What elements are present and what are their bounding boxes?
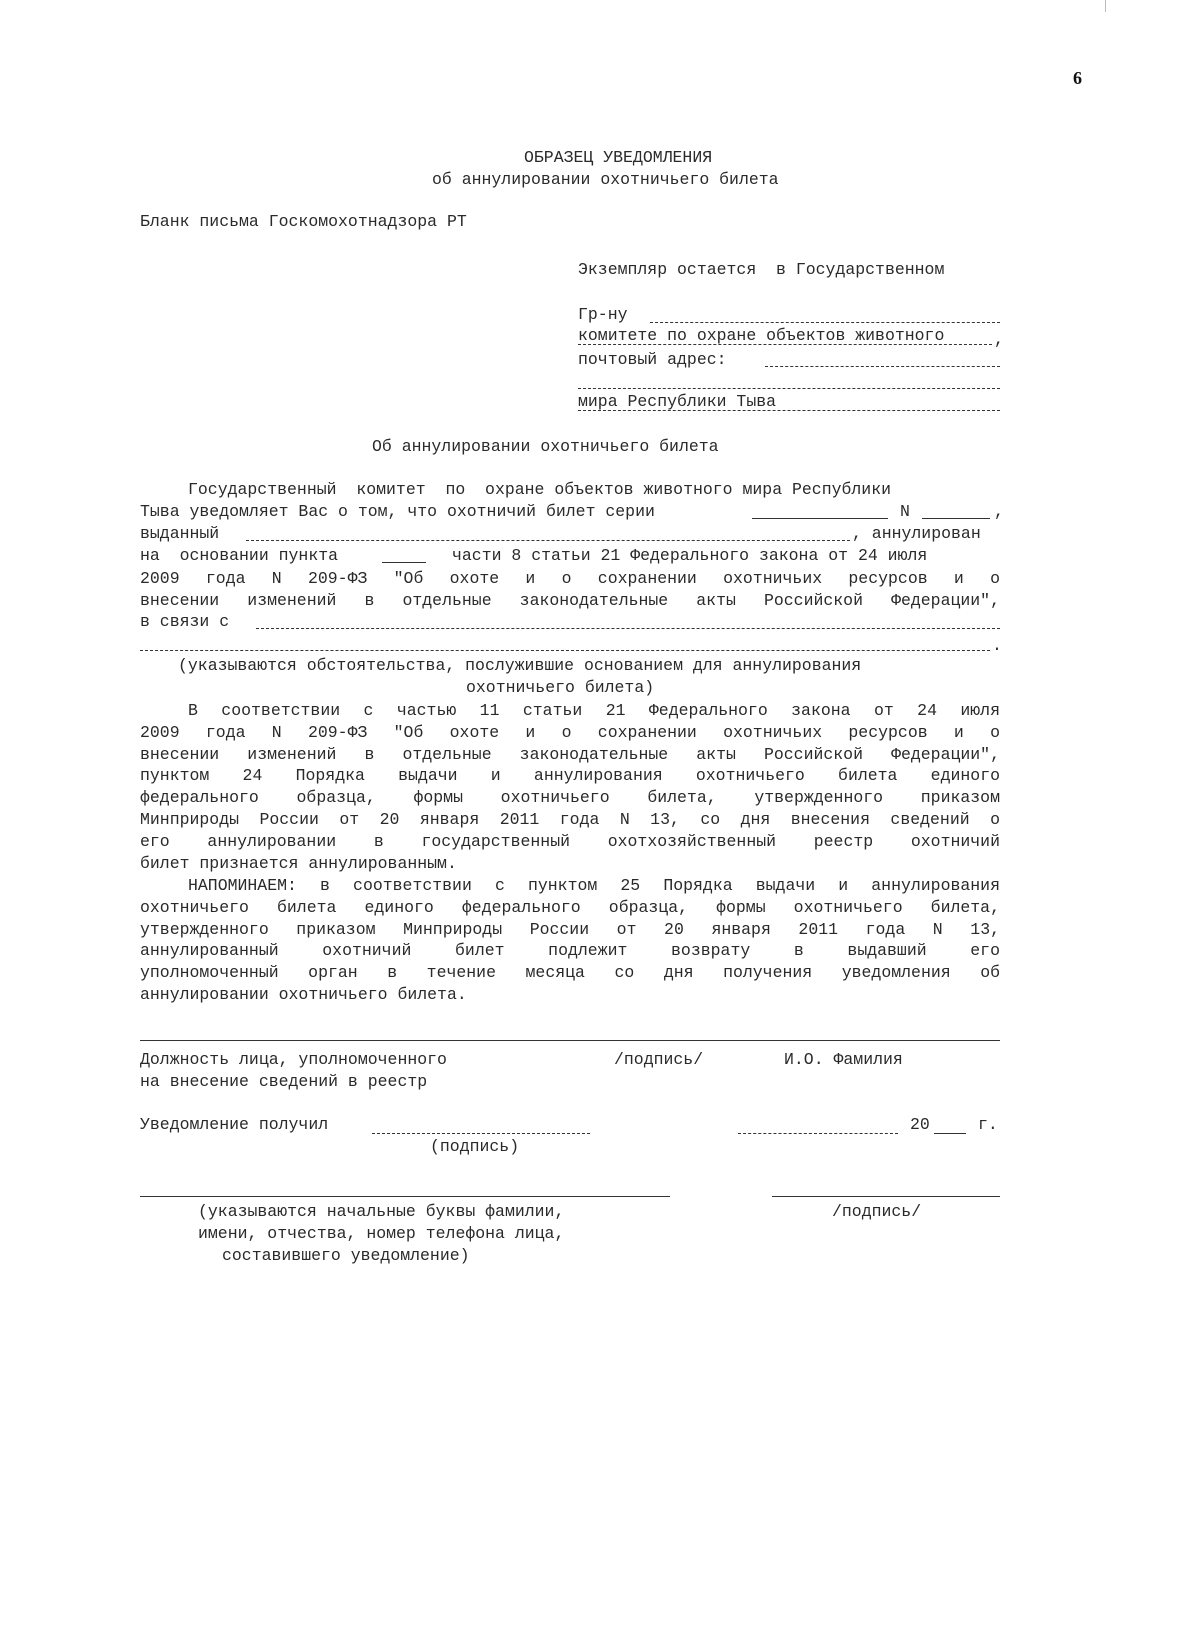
issued-by-blank [246, 540, 850, 541]
para3-line: охотничьего билета единого федерального образца, формы охотничьего билета, [140, 897, 1000, 917]
copy-note-line: Экземпляр остается в Государственном [578, 260, 945, 279]
para3-line: утвержденного приказом Минприроды России от 20 января 2011 года N 13, [140, 919, 1000, 939]
issued-label: выданный [140, 524, 220, 543]
year-blank [934, 1133, 966, 1134]
series-blank [752, 518, 888, 519]
year-prefix: 20 [910, 1115, 930, 1134]
number-label: N [900, 502, 910, 521]
paragraph-2 [140, 700, 1000, 874]
circumstances-note-2: охотничьего билета) [466, 678, 655, 697]
received-signature-caption: (подпись) [430, 1137, 520, 1156]
scan-edge-mark [1105, 0, 1106, 12]
page-number: 6 [1073, 68, 1082, 88]
para2-line: внесении изменений в отдельные законодательные акты Российской Федерации", [140, 744, 1000, 764]
para3-line: НАПОМИНАЕМ: в соответствии с пунктом 25 Порядка выдачи и аннулирования [188, 876, 1000, 895]
citizen-name-line-2 [578, 344, 992, 345]
para2-line: пунктом 24 Порядка выдачи и аннулирования охотничьего билета единого [140, 766, 1000, 786]
reason-label: в связи с [140, 612, 230, 631]
reason-blank-1 [256, 628, 1000, 629]
compiler-signature-rule [772, 1196, 1000, 1197]
para3-line: аннулировании охотничьего билета. [140, 984, 467, 1004]
document-subtitle: об аннулировании охотничьего билета [432, 170, 779, 189]
clause-blank [382, 562, 426, 563]
paragraph-3 [140, 875, 1000, 1006]
para1-line-5: 2009 года N 209-ФЗ "Об охоте и о сохранении охотничьих ресурсов и о [140, 569, 1000, 588]
official-position-1: Должность лица, уполномоченного [140, 1050, 447, 1069]
signature-rule [140, 1040, 1000, 1041]
address-line-3 [578, 410, 1000, 411]
citizen-name-line [650, 322, 1000, 323]
para3-line: уполномоченный орган в течение месяца со дня получения уведомления об [140, 963, 1000, 983]
received-label: Уведомление получил [140, 1115, 329, 1134]
reason-period: . [992, 636, 1002, 655]
para2-line: билет признается аннулированным. [140, 853, 457, 873]
date-blank [738, 1133, 898, 1134]
para1-line-1: Государственный комитет по охране объектов животного мира Республики [188, 480, 892, 499]
para2-line: федерального образца, формы охотничьего билета, утвержденного приказом [140, 788, 1000, 808]
received-signature-blank [372, 1133, 590, 1134]
compiler-signature-label: /подпись/ [832, 1202, 922, 1221]
compiler-note-3: составившего уведомление) [222, 1246, 470, 1265]
para1-line-4b: части 8 статьи 21 Федерального закона от 24 июля [452, 546, 928, 565]
number-comma: , [994, 502, 1004, 521]
para2-line: Минприроды России от 20 января 2011 года N 13, со дня внесения сведений о [140, 809, 1000, 829]
document-title: ОБРАЗЕЦ УВЕДОМЛЕНИЯ [524, 148, 713, 167]
compiler-rule [140, 1196, 670, 1197]
letterhead-label: Бланк письма Госкомохотнадзора РТ [140, 212, 467, 231]
annulled-label: , аннулирован [852, 524, 981, 543]
citizen-label: Гр-ну [578, 305, 628, 324]
section-title: Об аннулировании охотничьего билета [372, 437, 719, 456]
address-line-1 [765, 366, 1000, 367]
circumstances-note-1: (указываются обстоятельства, послужившие основанием для аннулирования [178, 656, 862, 675]
para2-line: В соответствии с частью 11 статьи 21 Федерального закона от 24 июля [188, 701, 1000, 720]
para1-line-6: внесении изменений в отдельные законодательные акты Российской Федерации", [140, 591, 1000, 610]
address-label: почтовый адрес: [578, 350, 727, 369]
para1-line-2: Тыва уведомляет Вас о том, что охотничий билет серии [140, 502, 655, 521]
address-line-2 [578, 388, 1000, 389]
compiler-note-2: имени, отчества, номер телефона лица, [198, 1224, 565, 1243]
para2-line: 2009 года N 209-ФЗ "Об охоте и о сохранении охотничьих ресурсов и о [140, 722, 1000, 742]
copy-note-line: комитете по охране объектов животного [578, 326, 945, 345]
compiler-note-1: (указываются начальные буквы фамилии, [198, 1202, 565, 1221]
copy-note [578, 215, 944, 435]
copy-note-line: мира Республики Тыва [578, 392, 777, 411]
citizen-comma: , [994, 330, 1004, 349]
official-name-label: И.О. Фамилия [784, 1050, 903, 1069]
number-blank [922, 518, 990, 519]
para1-line-4: на основании пункта [140, 546, 339, 565]
para2-line: его аннулировании в государственный охотхозяйственный реестр охотничий [140, 831, 1000, 851]
official-signature-label: /подпись/ [614, 1050, 704, 1069]
official-position-2: на внесение сведений в реестр [140, 1072, 428, 1091]
year-suffix: г. [978, 1115, 998, 1134]
reason-blank-2 [140, 650, 990, 651]
para3-line: аннулированный охотничий билет подлежит возврату в выдавший его [140, 941, 1000, 961]
